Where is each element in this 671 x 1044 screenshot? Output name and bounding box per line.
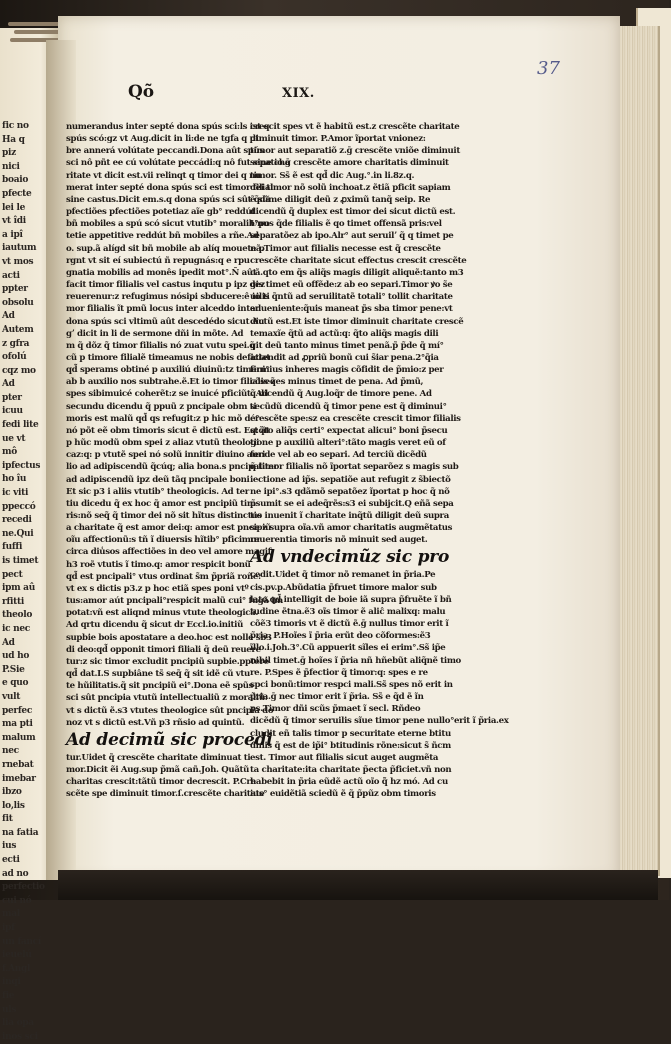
left-page-line: rfitti xyxy=(2,596,24,607)
left-page-line: pfecte xyxy=(2,188,32,199)
text-line: rgnt vt sit eí subiectú ñ repugnás:q e rpu xyxy=(66,255,250,266)
text-line: nó põt eẽ obm timoris sicut ē dictũ est. Est ãt xyxy=(66,425,270,436)
text-line: cõẽ3 timoris vt ẽ dictũ ẽ.ḡ nullus timor erit ĩ xyxy=(250,619,449,630)
text-line: cedit.Uidet q̃ timor nõ remanet in p̃ria.Pe xyxy=(250,570,436,581)
text-line: charitas crescit:tãtũ timor decrescit. P.Cre xyxy=(66,777,256,788)
left-page-line: piz xyxy=(2,148,16,159)
left-page-line: fedi lite xyxy=(2,420,39,431)
left-page-line: lei le xyxy=(2,202,26,213)
text-line: Et sic p3 i aliis vtutib° theologicis. Ad ter xyxy=(66,486,249,497)
left-page-line: recedi xyxy=(2,515,32,526)
left-page-line: ue vt xyxy=(2,433,26,444)
left-page-line: rnebat xyxy=(2,759,34,770)
text-line: spes sibimuicé coherẽt:z se inuicé pficiũt. Ad xyxy=(66,389,268,400)
text-line: ẽ sũme diligit deũ z ꝓximũ tanq̃ seip. Re xyxy=(250,194,431,205)
left-page-line: cui nó xyxy=(2,895,32,906)
text-line: spci bonũ:timor respci mali.Ss̃ spes nõ erit in xyxy=(250,679,453,690)
text-line: bre annerá volútate peccandi.Dona aût spús xyxy=(66,146,264,157)
text-line: Unus q̃de filialis ẽ qo timet offensã pris:vel xyxy=(250,219,442,230)
text-line: habebit in p̃ria eũdẽ actũ oĩo q̃̃ hz mó. Ad cu xyxy=(250,777,448,788)
left-page-line: ne.Qui xyxy=(2,528,34,539)
text-line: crescẽte spe:sz ea crescẽte crescit timor filialis xyxy=(250,413,461,424)
left-page-line: theolo xyxy=(2,610,33,621)
text-line: m q̃ dõz q̃ timor filialis nó zuat vutu spei.q̃ xyxy=(66,340,255,351)
text-line: nihil timet.ḡ hoĩes ĩ p̃ria nñ hñebũt aliq̃nẽ timo xyxy=(250,655,461,666)
left-page-line: ma pti xyxy=(2,719,33,730)
left-page-line: mal xyxy=(2,909,20,920)
text-line: cõseq̃es minus timet de pena. Ad p̃mũ, xyxy=(250,377,424,388)
text-line: nã.Timor aut filialis necesse est q̃ crescẽte xyxy=(250,243,441,254)
left-page-line: Ha q xyxy=(2,134,25,145)
left-page-text-fragments xyxy=(2,120,45,1044)
text-line: vt s dictũ ẽ.s3 vtutes theologice sût pncipia do xyxy=(66,705,274,716)
text-line: qd̃ est pncipali° vtus ordinat s̃m p̃priã roñe: xyxy=(66,571,261,582)
text-line: tetie appetitive reddút bñ mobiles a rñe.Ad xyxy=(66,231,259,242)
left-page-line: pter xyxy=(2,392,22,403)
bottom-shadow xyxy=(58,870,658,900)
left-page-line: e quo xyxy=(2,678,29,689)
text-line: separatõez ab ipo.Alr° aut seruilʼ q̃ q timet pe xyxy=(250,231,454,242)
text-line: tione p auxiliũ alteri°:tãto magis veret eũ of xyxy=(250,438,446,449)
left-page-line: z gfra xyxy=(2,338,30,349)
text-line: gnatia mobilis ad monês ipedit mot°.Ñ aût xyxy=(66,267,257,278)
text-line: est. Timor aut filialis sicut auget augmẽta xyxy=(250,752,439,763)
text-line: qd̃ dat.I.S supbiâne ts̃ seq̃ q̃ sit idẽ cũ vtu xyxy=(66,669,250,680)
left-page-line: malum xyxy=(2,732,36,743)
left-page-line: ud ho xyxy=(2,651,30,662)
text-line: ne ipi°.s3 qdãmõ sepatõez ĩportat p hoc q̃ nõ xyxy=(250,486,450,497)
running-head-left: Qõ xyxy=(128,82,155,102)
left-page-line: boaio xyxy=(2,175,29,186)
text-line: ritate vt dicit est.vii relinqt q timor dei q nu xyxy=(66,170,261,181)
text-line: tiu dicedu q̃ ex hoc q̃ amor est pncipiũ tim xyxy=(66,498,256,509)
text-line: reuerentia timoris nõ minuit sed auget. xyxy=(250,535,428,546)
text-line: p̃sumit se ei adeq̃rẽs:s3 ei subijcit.Q eñã sepa xyxy=(250,498,454,509)
text-line: dona spús sci vltimũ aût descedédo sicut Au xyxy=(66,316,265,327)
running-head-quaestio: XIX. xyxy=(282,86,315,101)
text-line: tus:amor aút pncipali°respicit malũ cui° fugã im xyxy=(66,596,283,607)
text-line: o. sup.ã alígd sit bñ mobile ab alíq mouete p xyxy=(66,243,265,254)
text-line: se z supra oĩa.vñ amor charitatis augmẽtatus xyxy=(250,523,453,534)
text-line: pfectiões pfectiões potetiaz aĩe gb° reddút xyxy=(66,207,255,218)
left-page-line: a ipî xyxy=(2,229,23,240)
text-line: di deo:qd̃ opponit timori filiali q̃ deũ reuere xyxy=(66,644,261,655)
text-line: merat inter septé dona spús sci est timor filial xyxy=(66,182,274,193)
text-line: dictũ est.Et iste timor diminuit charitate crescẽ xyxy=(250,316,464,327)
left-page-line: ius xyxy=(2,841,17,852)
text-line: moris est malũ qd̃ qs refugit:z p hic mõ dé° xyxy=(66,413,260,424)
text-line: reuerenur:z refugimus nósipi sbducere:ê io ti xyxy=(66,292,270,303)
text-line: tur.Uidet q̃ crescẽte charitate diminuat ti xyxy=(66,752,251,763)
text-line: dicẽdũ q̃ timor seruilis sĩue timor pene nullo°erit ĩ p̃ria.ex xyxy=(250,716,509,727)
left-page-line: imebar xyxy=(2,773,36,784)
left-page-line: uls xyxy=(2,1004,17,1015)
text-line: vt ex s dictis p3.z p hoc etiã spes poni vtº xyxy=(66,583,249,594)
text-line: supbie bois apostatare a deo.hoc est nolle sb3 xyxy=(66,632,272,643)
left-page-line: ad no xyxy=(2,868,29,879)
left-page-line: vt îdi xyxy=(2,216,26,227)
left-page-line: vt mos xyxy=(2,256,34,267)
text-line: gis timet eũ offẽde:z ab eo separi.Timor ꝟo s̃e xyxy=(250,280,453,291)
text-line: p̃ria. P.Hoĩes ĩ p̃ria erũt deo cõformes:ẽ3 xyxy=(250,631,431,642)
text-line: facit timor filialis vel castus inqutu p ipz dez xyxy=(66,280,265,291)
text-line: iectione ad ip̃s. sepatiõe aut refugit z s̃biectõ xyxy=(250,474,451,485)
text-line: tudine ẽtna.ẽ3 oĩs timor ẽ aliĉ malixq: malu xyxy=(250,606,446,617)
left-page-line: perfec xyxy=(2,705,33,716)
text-line: q:q̃to aliq̃s certi° expectat alicui° boni p̃secu xyxy=(250,425,448,436)
text-line: p hũc modũ obm spei z aliaz vtutũ theologi xyxy=(66,438,260,449)
text-line: te hũilitatis.q̃ sit pncipiũ ei°.Dona eẽ spũs xyxy=(66,681,254,692)
folio-number: 37 xyxy=(537,58,560,79)
text-line: gʼ dicit in li de sermone dñi in mõte. Ad xyxy=(66,328,244,339)
text-line: circa diu̾sos affectiões in deo vel amore magif xyxy=(66,547,272,558)
text-line: timor. Ss̃ ẽ est qd̃ dic Aug.°.in li.8z.q. xyxy=(250,170,415,181)
text-line: ĩllo.i.Joh.3°.Cũ appuerit sĩles ei erim°.Ss̃ ip̃e xyxy=(250,643,446,654)
left-page-line: ipf xyxy=(2,923,15,934)
article-heading-undecimum: Ad vndecimũz sic pro xyxy=(250,547,450,568)
left-page-line: icuu xyxy=(2,406,23,417)
column-right-continuation xyxy=(250,569,509,800)
text-line: firmius inheres magis cõfidit de p̃mio:z per xyxy=(250,365,444,376)
text-line: mor.Dicit ẽi Aug.sup p̃mã cañ.Joh. Quãtũ xyxy=(66,764,250,775)
left-page-line: mô xyxy=(2,447,17,458)
column-left-body xyxy=(66,121,290,729)
column-right-body xyxy=(250,121,467,546)
left-page-line: inos sci xyxy=(2,1031,38,1042)
text-line: numerandus inter septé dona spús sci:ls ist q xyxy=(66,122,270,132)
left-page-line: perfectio xyxy=(2,882,45,893)
left-page-line: Ad xyxy=(2,637,15,648)
text-line: tur:z sic timor excludit pncipiũ supbie.pptere xyxy=(66,656,269,667)
left-page-line: ic viti xyxy=(2,488,29,499)
left-page-line: ho îu xyxy=(2,474,27,485)
text-line: fende vel ab eo separi. Ad terciũ dicẽdũ xyxy=(250,450,427,461)
left-page-line: fit xyxy=(2,814,13,825)
left-page-line: fie xyxy=(2,991,15,1001)
text-line: p̃ria.ḡ nec timor erit ĩ p̃ria. Ss̃ e q̃d ẽ ĩn xyxy=(250,692,424,703)
text-line: sci nô pñt ee cú volútate peccádi:q nô fut sine cha xyxy=(66,158,290,169)
text-line: ab b auxilio nos subtrahe.ẽ.Et io timor filialis z xyxy=(66,377,276,388)
left-page-line: nici xyxy=(2,161,20,172)
text-line: spús scó:gz vt Aug.dicit in li:de ne tgfa q pt xyxy=(66,134,259,145)
text-line: bñ mobiles a spú scó sicut vtutib° moralib°po xyxy=(66,219,270,230)
left-page-line: iautum xyxy=(2,243,37,254)
text-line: temaxĩe q̃tũ ad actũ:q: q̃to aliq̃s magis dili xyxy=(250,328,439,339)
text-line: dei timor nõ solũ inchoat.z ẽtiã pficit sapiam xyxy=(250,182,451,193)
left-page-line: ecti xyxy=(2,855,20,866)
left-page-line: inqi xyxy=(2,977,21,988)
text-line: cis.pv.p.Abũdatia p̃fruet timore malor sub xyxy=(250,582,437,593)
left-page-line: ic nec xyxy=(2,623,30,634)
left-page-line: fuffi xyxy=(2,542,23,553)
left-page-line: cqz mo xyxy=(2,365,36,376)
text-line: q̃ timor filialis nõ ĩportat separõez s magis sub xyxy=(250,462,459,473)
text-line: ad adipiscendũ ipz deũ tãq pncipale boni xyxy=(66,474,250,485)
left-page-line: fic no xyxy=(2,121,29,131)
text-line: cludit eñ talis timor p securitate eterne btitu xyxy=(250,728,451,739)
left-page-line: f.Angl xyxy=(2,963,31,974)
text-line: uilis q̃ntũ ad seruilitatẽ totali° tollit charitate xyxy=(250,292,453,303)
text-line: tio inuenit ĩ charitate inq̃tũ diligit deũ supra xyxy=(250,511,449,521)
text-line: Ad qrtu dicendu q̃ sicut dr Eccl.io.initiũ xyxy=(66,620,243,631)
text-line: q̃ dicendũ q̃ Aug.loq̃r de timore pene. Ad xyxy=(250,389,432,400)
text-line: secũdũ dicendũ q̃ timor pene est q̃ diminui° xyxy=(250,401,447,412)
text-line: a charitate q̃ est amor dei:q: amor est pncipiũ xyxy=(66,523,271,534)
text-line: dicendũ q̃ duplex est timor dei sicut dictũ est. xyxy=(250,207,456,218)
left-page-line: Ad xyxy=(2,311,15,322)
text-line: crescẽte charitate sicut effectus crescit crescẽte xyxy=(250,255,467,266)
left-page-line: ieuelú xyxy=(2,950,32,961)
text-line: sci sût pncipia vtutũ intellectualiũ z moraliũ: xyxy=(66,693,268,704)
text-line: scẽte spe diminuit timor.ſ.crescẽte charitate xyxy=(66,789,265,800)
text-line: cã.qto em q̃s aliq̃s magis diligit aliquẽ:tanto m3 xyxy=(250,267,464,278)
text-line: cũ p timore filialẽ timeamus ne nobis deficiat xyxy=(66,352,271,363)
text-line: dinis q̃ est de ip̃i° btitudinis rõne:sicut s̃ ñcm xyxy=(250,740,451,751)
article-heading-decimum: Ad decimũ sic procedi xyxy=(66,729,273,750)
text-line: lato.qd̃ intelligit de boie iã supra p̃fruẽte ĩ bñ xyxy=(250,594,452,605)
text-line: adueniente:q̃uis maneat p̃s sba timor pene:vt xyxy=(250,304,453,315)
left-page-line: ipm aû xyxy=(2,583,35,594)
left-page-line: Ad xyxy=(2,379,15,390)
text-line: ius° euidẽtiã sciedũ ẽ q̃ p̃pũz obm timoris xyxy=(250,789,436,800)
left-page-line: un fancí xyxy=(2,936,41,947)
left-page-line: lo,lis xyxy=(2,800,25,811)
text-column-left xyxy=(66,121,290,800)
left-page-line: Autem xyxy=(2,324,34,335)
text-line: crescit spes vt ẽ habitũ est.z crescẽte charitate xyxy=(250,122,460,132)
left-page-line: ibzo xyxy=(2,787,22,798)
text-line: timor aut separatiõ z.ḡ crescẽte vniõe diminuit xyxy=(250,146,460,157)
text-line: caz:q: p vtutẽ spei nó solũ innitir diuino auri xyxy=(66,450,265,461)
left-page-line: na fatia xyxy=(2,827,39,838)
text-line: ris:nõ seq̃ q̃ timor dei nõ sit hĩtus distinctus xyxy=(66,511,262,521)
text-column-right xyxy=(250,121,509,800)
left-page-line: ipfectus xyxy=(2,460,41,471)
left-page-line: pect xyxy=(2,569,23,580)
left-page-line: acti xyxy=(2,270,20,281)
left-page-line: vult xyxy=(2,691,21,702)
left-page-line: obsolu xyxy=(2,297,34,308)
text-line: oĩu affectionũ:s tñ ĩ diuersis hĩtib° pficimur xyxy=(66,535,261,546)
text-line: mor filialis ĩt pmũ locus inter alceddo inter xyxy=(66,304,260,315)
text-line: h3 roẽ vtutis ĩ timo.q: amor respicit bonũ xyxy=(66,559,251,570)
text-line: diminuit timor. P.Amor ĩportat vnionez: xyxy=(250,134,426,145)
text-line: lio ad adipiscendũ q̃cúq; alia bona.s pncipaliter xyxy=(66,462,278,473)
left-page-line: ofolú xyxy=(2,352,27,363)
text-line: attendit ad ꝓpriũ bonũ cui s̃iar pena.2°q̃ia xyxy=(250,352,439,363)
left-page-line: lia opa xyxy=(2,1018,34,1029)
text-line: qd̃ sperams obtiné p auxiliú diuinũ:tz timeni° xyxy=(66,365,270,376)
text-line: sine castus.Dicit em.s.q dona spús sci sût q̃dă xyxy=(66,194,271,205)
left-page-line: nec xyxy=(2,746,19,757)
left-page-line: ppter xyxy=(2,284,28,295)
left-page-line: is timet xyxy=(2,556,39,566)
text-line: ta charitate:ita charitate p̃ecta p̃ficiet.vñ non xyxy=(250,764,452,775)
text-line: secundu dicendu q̃ ppuũ z pncipale obm ti xyxy=(66,401,257,412)
column-left-continuation xyxy=(66,752,265,801)
text-line: git deũ tanto minus timet penã.p̃ p̃de q̃ mí° xyxy=(250,340,444,351)
text-line: noz vt s dictũ est.Vñ p3 rñsio ad quintũ. xyxy=(66,717,245,728)
text-line: ps.Timor dñi scũs p̃maet ĩ secl. Rñdeo xyxy=(250,704,421,715)
text-line: re. P.Spes ẽ p̃fectior q̃ timor:q: spes e re xyxy=(250,667,428,678)
left-page-line: P.Sie xyxy=(2,664,25,675)
text-line: sepatio.ḡ crescẽte amore charitatis diminuit xyxy=(250,158,449,169)
left-page-line: ppeccó xyxy=(2,501,36,512)
text-line: potat:vñ est aliqnd minus vtute theologica. xyxy=(66,608,259,619)
